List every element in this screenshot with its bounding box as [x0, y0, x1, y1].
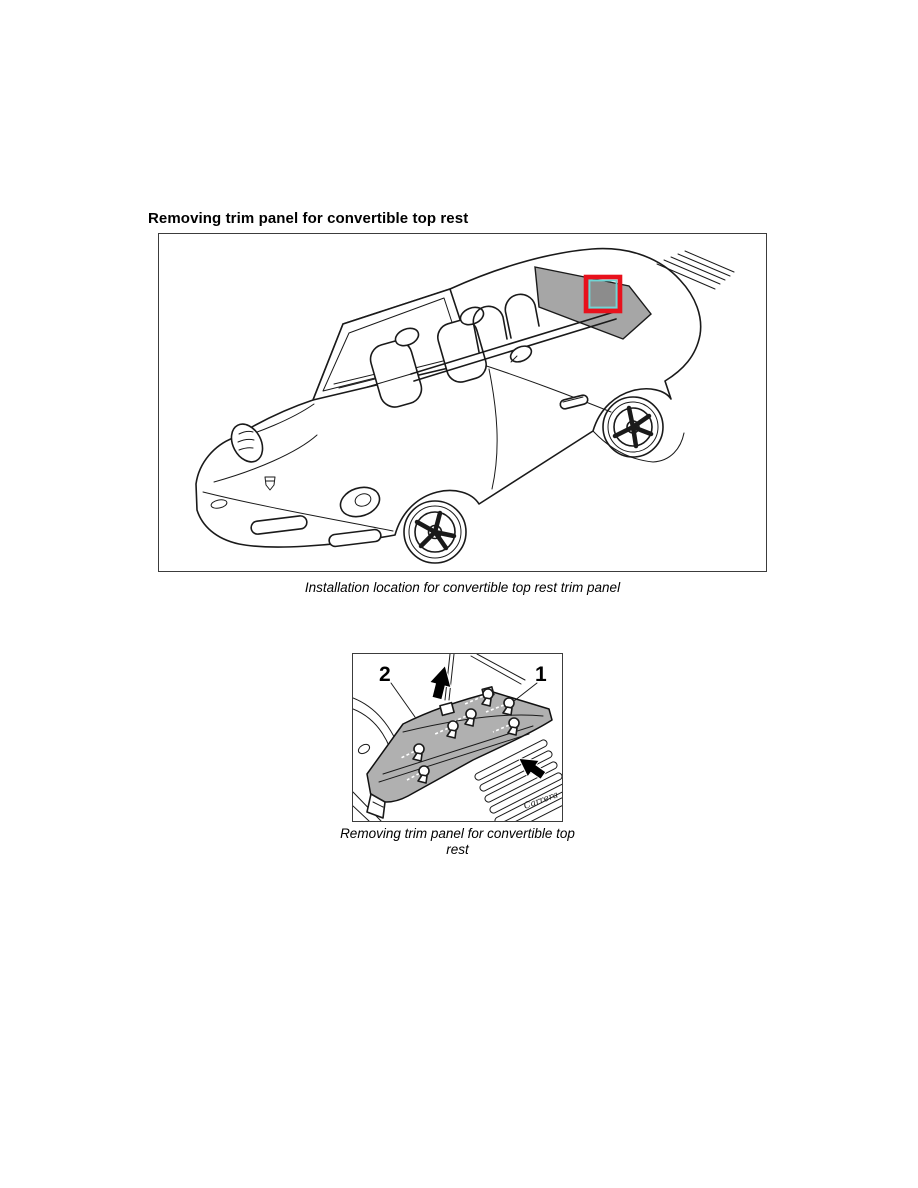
carrera-script: Carrera [522, 790, 560, 812]
label-2-group [379, 663, 415, 717]
figure1-caption: Installation location for convertible top rest trim panel [304, 580, 621, 595]
installation-location-figure [158, 233, 767, 572]
trim-panel-figure [352, 653, 563, 822]
label-1-group [514, 663, 547, 701]
label-2: 2 [379, 663, 391, 686]
page-heading: Removing trim panel for convertible top rest [148, 210, 469, 227]
figure2-caption: Removing trim panel for convertible top rest [340, 826, 575, 857]
trim-panel-illustration [353, 654, 562, 821]
front-wheel-icon [404, 501, 466, 563]
rear-wheel-icon [603, 397, 663, 457]
label-1: 1 [535, 663, 547, 686]
car-illustration [159, 234, 766, 571]
